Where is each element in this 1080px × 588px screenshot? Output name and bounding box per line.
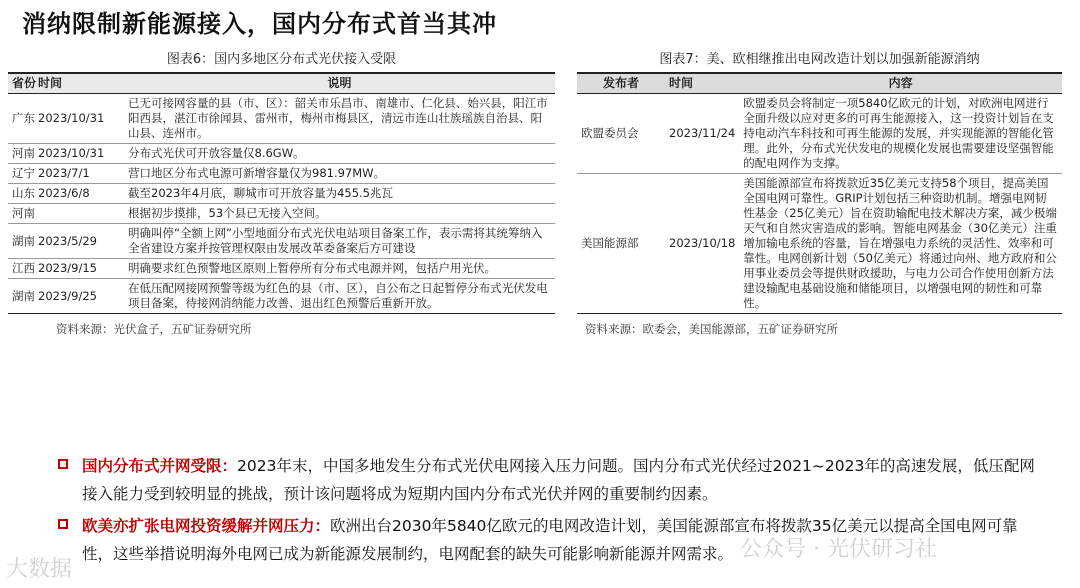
table-row	[577, 174, 1062, 314]
cell-province: 湖南	[8, 279, 38, 314]
header-content: 内容	[739, 73, 1062, 94]
bullet-item	[56, 452, 1046, 508]
cell-province: 河南	[8, 144, 38, 164]
table-header-row	[577, 73, 1062, 94]
grid-plan-table	[577, 72, 1062, 314]
cell-desc: 营口地区分布式电源可新增容量仅为981.97MW。	[124, 164, 555, 184]
figure-caption: 图表6：国内多地区分布式光伏接入受限	[166, 52, 397, 67]
cell-time: 2023/7/1	[38, 164, 124, 184]
header-time: 时间	[38, 73, 124, 94]
cell-publisher: 美国能源部	[577, 174, 665, 314]
table-panel-overseas	[577, 48, 1062, 337]
cell-province: 江西	[8, 259, 38, 279]
page-title: 消纳限制新能源接入，国内分布式首当其冲	[22, 10, 497, 38]
cell-time: 2023/9/15	[38, 259, 124, 279]
table-row	[8, 144, 555, 164]
square-bullet-icon	[58, 519, 68, 529]
cell-desc: 明确叫停“全额上网”小型地面分布式光伏电站项目备案工作，表示需将其统筹纳入全省建设方案并按管理权限由发展改革委备案后方可建设	[124, 224, 555, 259]
cell-time: 2023/10/18	[665, 174, 739, 314]
header-time: 时间	[665, 73, 739, 94]
bullet-title: 欧美亦扩张电网投资缓解并网压力：	[82, 517, 331, 535]
bullet-title: 国内分布式并网受限：	[82, 457, 238, 475]
header-province: 省份	[8, 73, 38, 94]
cell-desc: 明确要求红色预警地区原则上暂停所有分布式电源并网，包括户用光伏。	[124, 259, 555, 279]
table-header-row	[8, 73, 555, 94]
cell-desc: 根据初步摸排，53个县已无接入空间。	[124, 204, 555, 224]
cell-desc: 截至2023年4月底，聊城市可开放容量为455.5兆瓦	[124, 184, 555, 204]
cell-time: 2023/10/31	[38, 94, 124, 144]
cell-desc: 在低压配网接网预警等级为红色的县（市、区），自公布之日起暂停分布式光伏发电项目备案，待接网消纳能力改善、退出红色预警后重新开放。	[124, 279, 555, 314]
cell-time: 2023/11/24	[665, 94, 739, 174]
cell-desc: 已无可接网容量的县（市、区）：韶关市乐昌市、南雄市、仁化县、始兴县，阳江市阳西县，湛江市徐闻县、雷州市，梅州市梅县区，清远市连山壮族瑶族自治县、阳山县、连州市。	[124, 94, 555, 144]
table-row	[8, 184, 555, 204]
table-row	[8, 204, 555, 224]
cell-province: 山东	[8, 184, 38, 204]
cell-province: 广东	[8, 94, 38, 144]
table-row	[8, 224, 555, 259]
table-row	[577, 94, 1062, 174]
cell-time: 2023/6/8	[38, 184, 124, 204]
domestic-restriction-table	[8, 72, 555, 314]
header-publisher: 发布者	[577, 73, 665, 94]
table-row	[8, 164, 555, 184]
figure-caption: 图表7：美、欧相继推出电网改造计划以加强新能源消纳	[659, 52, 980, 67]
bullet-text: 2023年末，中国多地发生分布式光伏电网接入压力问题。国内分布式光伏经过2021~2023年的高速发展，低压配网接入能力受到较明显的挑战，预计该问题将成为短期内国内分布式光伏并网的重要制约因素。	[82, 457, 1035, 503]
cell-time: 2023/9/25	[38, 279, 124, 314]
source-note: 资料来源：欧委会，美国能源部，五矿证券研究所	[585, 322, 838, 336]
table-row	[8, 259, 555, 279]
cell-content: 美国能源部宣布将拨款近35亿美元支持58个项目，提高美国全国电网可靠性。GRIP计划包括三种资助机制。增强电网韧性基金（25亿美元）旨在资助输配电技术解决方案，减少极端天气和自然灾害造成的影响。智能电网基金（30亿美元）注重增加输电系统的容量，旨在增强电力系统的灵活性、效率和可靠性。电网创新计划（50亿美元）将通过向州、地方政府和公用事业委员会等提供财政援助，与电力公司合作使用创新方法建设输配电基础设施和储能项目，以增强电网的韧性和可靠性。	[739, 174, 1062, 314]
cell-publisher: 欧盟委员会	[577, 94, 665, 174]
table-row	[8, 279, 555, 314]
source-note: 资料来源：光伏盒子，五矿证券研究所	[56, 322, 252, 336]
cell-province: 河南	[8, 204, 38, 224]
watermark-left: 大数据	[6, 557, 73, 582]
cell-province: 湖南	[8, 224, 38, 259]
table-row	[8, 94, 555, 144]
bullet-text: 欧洲出台2030年5840亿欧元的电网改造计划，美国能源部宣布将拨款35亿美元以提高全国电网可靠性，这些举措说明海外电网已成为新能源发展制约，电网配套的缺失可能影响新能源并网需求。	[82, 517, 1018, 563]
bullet-item	[56, 512, 1046, 568]
watermark-right: 公众号 · 光伏研习社	[740, 537, 937, 562]
square-bullet-icon	[58, 459, 68, 469]
header-desc: 说明	[124, 73, 555, 94]
bullet-list	[56, 452, 1046, 572]
cell-time: 2023/5/29	[38, 224, 124, 259]
cell-content: 欧盟委员会将制定一项5840亿欧元的计划，对欧洲电网进行全面升级以应对更多的可再生能源接入，这一投资计划旨在支持电动汽车科技和可再生能源的发展，并实现能源的智能化管理。此外，分布式光伏发电的规模化发展也需要建设坚强智能的配电网作为支撑。	[739, 94, 1062, 174]
cell-time	[38, 204, 124, 224]
cell-desc: 分布式光伏可开放容量仅8.6GW。	[124, 144, 555, 164]
cell-time: 2023/10/31	[38, 144, 124, 164]
cell-province: 辽宁	[8, 164, 38, 184]
table-panel-domestic	[8, 48, 555, 337]
